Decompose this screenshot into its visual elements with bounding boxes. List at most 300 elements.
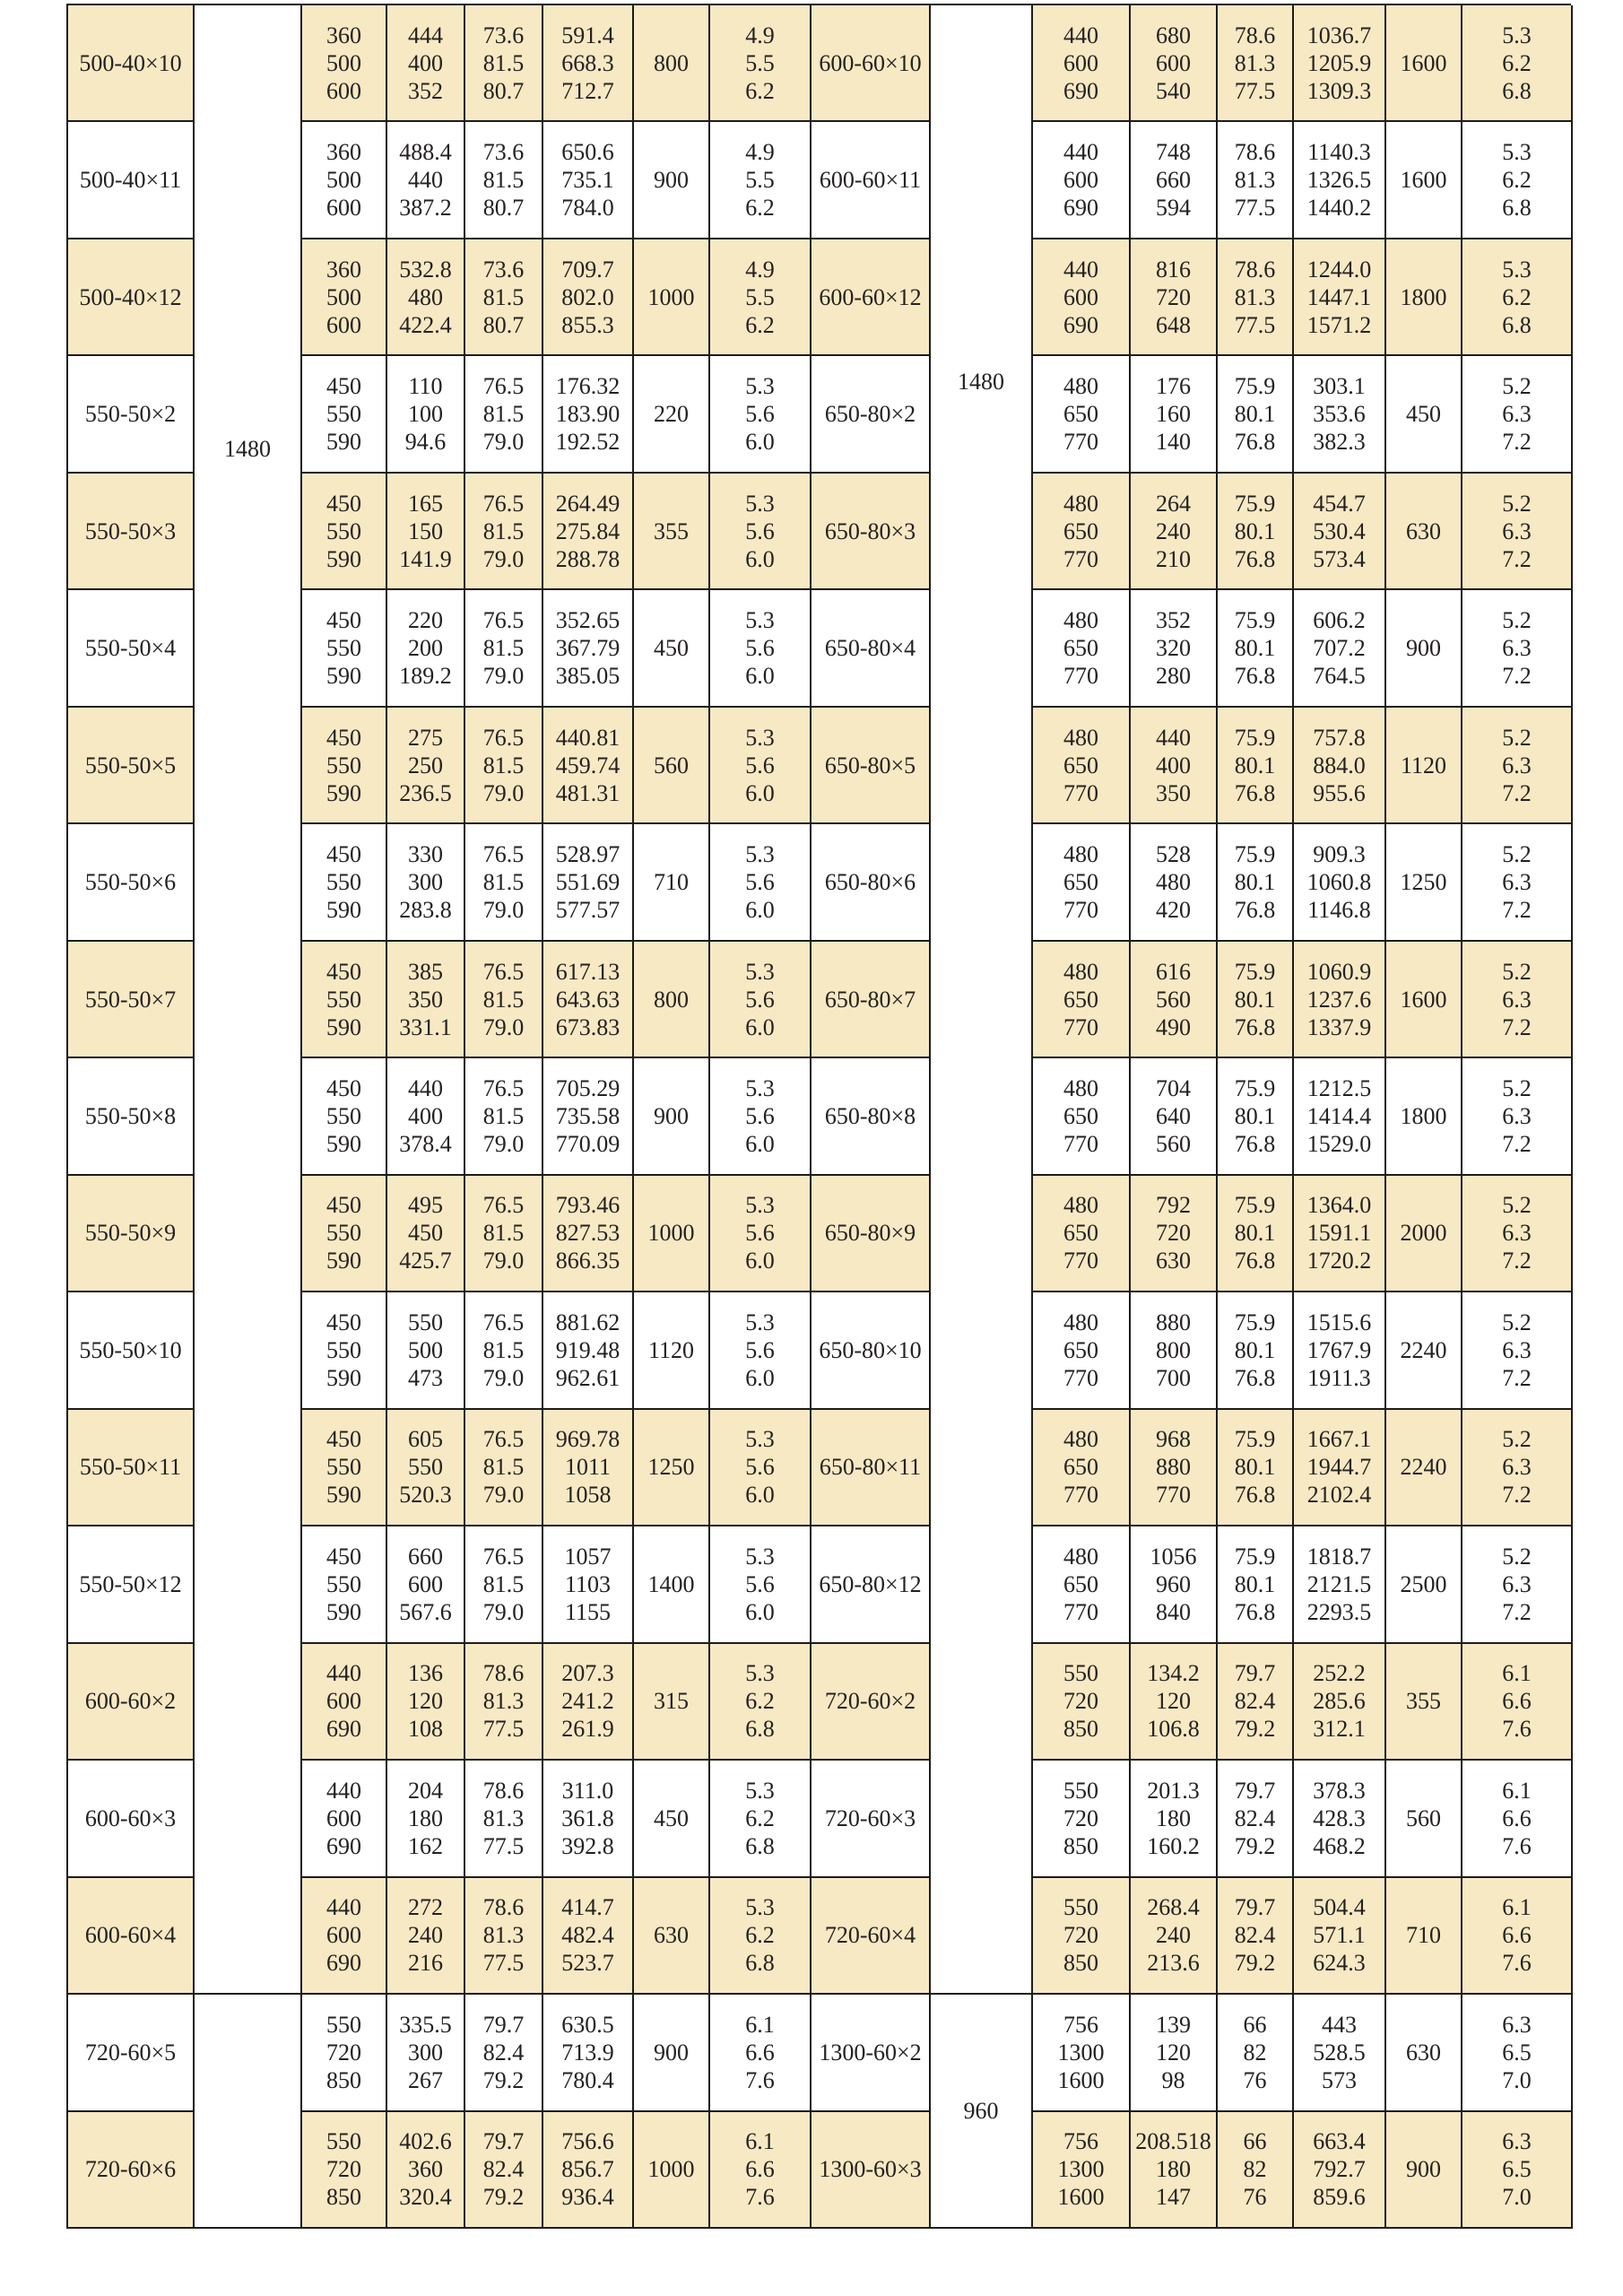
flow-value: 400 — [408, 1102, 443, 1129]
eff-value: 80.1 — [1234, 1336, 1276, 1363]
eff-value: 78.6 — [482, 1660, 525, 1687]
eff-value: 75.9 — [1234, 724, 1276, 751]
motor-power-cell-left — [634, 942, 710, 1058]
npsh-value: 6.0 — [745, 1598, 775, 1625]
power-cell-right — [1294, 1644, 1386, 1761]
npsh-value: 5.6 — [745, 1336, 775, 1363]
power-value: 606.2 — [1313, 607, 1366, 634]
speed-cell-left — [302, 942, 387, 1058]
flow-value: 880 — [1156, 1309, 1191, 1335]
motor-power-cell-left — [634, 824, 710, 941]
power-value: 780.4 — [561, 2066, 614, 2093]
motor-power-cell-left — [634, 474, 710, 590]
eff-value: 76.8 — [1234, 545, 1276, 572]
flow-value: 100 — [408, 401, 443, 428]
speed-merged-cell-right — [931, 5, 1033, 1995]
model-label: 650-80×11 — [819, 1454, 922, 1481]
eff-value: 80.1 — [1234, 752, 1276, 778]
motor-power-cell-left — [634, 239, 710, 356]
flow-value: 600 — [1156, 49, 1191, 76]
eff-value: 80.7 — [482, 195, 525, 222]
power-value: 764.5 — [1313, 663, 1366, 690]
eff-value: 76.5 — [482, 1309, 525, 1335]
npsh-value: 7.2 — [1502, 545, 1532, 572]
flow-value: 816 — [1156, 256, 1191, 283]
npsh-value: 5.6 — [745, 517, 775, 544]
npsh-value: 6.2 — [745, 195, 775, 222]
flow-cell-left — [387, 356, 465, 473]
flow-value: 488.4 — [399, 139, 452, 166]
eff-value: 76.5 — [482, 724, 525, 751]
model-cell-left — [68, 474, 195, 590]
speed-value: 650 — [1063, 986, 1098, 1013]
speed-cell-right — [1033, 5, 1131, 122]
flow-value: 352 — [408, 77, 443, 104]
speed-value: 550 — [326, 1102, 361, 1129]
power-value: 523.7 — [561, 1950, 614, 1977]
npsh-value: 7.2 — [1502, 779, 1532, 806]
power-value: 385.05 — [555, 663, 621, 690]
eff-value: 77.5 — [1234, 311, 1276, 338]
power-value: 1515.6 — [1306, 1309, 1372, 1335]
power-value: 414.7 — [561, 1894, 614, 1921]
speed-value: 360 — [326, 256, 361, 283]
speed-value: 440 — [1063, 139, 1098, 166]
flow-value: 160.2 — [1147, 1832, 1200, 1859]
flow-cell-right — [1131, 5, 1218, 122]
npsh-value: 5.3 — [745, 490, 775, 517]
model-cell-left — [68, 122, 195, 239]
power-value: 1146.8 — [1307, 897, 1371, 924]
model-cell-left — [68, 1058, 195, 1175]
eff-value: 75.9 — [1234, 1192, 1276, 1219]
power-value: 909.3 — [1313, 841, 1366, 868]
flow-value: 180 — [408, 1805, 443, 1831]
npsh-value: 5.3 — [745, 1660, 775, 1687]
speed-cell-right — [1033, 1292, 1131, 1409]
motor-power-value: 1250 — [647, 1454, 695, 1481]
npsh-value: 5.6 — [745, 986, 775, 1013]
flow-value: 840 — [1156, 1598, 1191, 1625]
power-value: 261.9 — [561, 1716, 614, 1743]
power-value: 709.7 — [561, 256, 614, 283]
power-cell-left — [543, 824, 634, 941]
eff-cell-left — [465, 1058, 543, 1175]
npsh-cell-left — [710, 5, 812, 122]
power-value: 624.3 — [1313, 1950, 1366, 1977]
flow-value: 140 — [1156, 429, 1191, 456]
flow-value: 400 — [1156, 752, 1191, 778]
eff-cell-left — [465, 590, 543, 707]
npsh-value: 5.3 — [745, 607, 775, 634]
flow-value: 220 — [408, 607, 443, 634]
power-cell-right — [1294, 1878, 1386, 1995]
speed-value: 850 — [326, 2066, 361, 2093]
eff-value: 76.8 — [1234, 1130, 1276, 1157]
npsh-value: 6.5 — [1502, 2156, 1532, 2183]
flow-value: 648 — [1156, 311, 1191, 338]
power-value: 650.6 — [561, 139, 614, 166]
power-value: 252.2 — [1313, 1660, 1366, 1687]
motor-power-value: 1120 — [1400, 752, 1447, 778]
eff-cell-right — [1218, 590, 1294, 707]
power-value: 1571.2 — [1306, 311, 1372, 338]
flow-value: 700 — [1156, 1364, 1191, 1391]
motor-power-cell-right — [1386, 1176, 1462, 1292]
flow-value: 680 — [1156, 22, 1191, 48]
npsh-value: 6.5 — [1502, 2039, 1532, 2066]
model-cell-right — [812, 122, 931, 239]
motor-power-value: 800 — [654, 49, 689, 76]
flow-cell-left — [387, 122, 465, 239]
flow-value: 350 — [408, 986, 443, 1013]
eff-cell-right — [1218, 5, 1294, 122]
speed-value: 690 — [1063, 77, 1098, 104]
model-label: 550-50×11 — [79, 1454, 182, 1481]
model-label: 500-40×12 — [79, 283, 182, 310]
eff-value: 76.5 — [482, 1426, 525, 1453]
npsh-value: 5.6 — [745, 401, 775, 428]
power-cell-right — [1294, 1761, 1386, 1877]
speed-value: 650 — [1063, 1570, 1098, 1597]
flow-value: 968 — [1156, 1426, 1191, 1453]
power-value: 2121.5 — [1306, 1570, 1372, 1597]
power-value: 176.32 — [555, 373, 621, 400]
npsh-value: 7.2 — [1502, 1013, 1532, 1040]
speed-value: 550 — [326, 869, 361, 896]
speed-cell-right — [1033, 590, 1131, 707]
flow-value: 335.5 — [399, 2011, 452, 2038]
motor-power-value: 315 — [654, 1688, 689, 1715]
model-label: 720-60×3 — [824, 1805, 916, 1831]
model-cell-right — [812, 2112, 931, 2229]
eff-value: 66 — [1243, 2128, 1267, 2155]
power-cell-right — [1294, 824, 1386, 941]
power-value: 1326.5 — [1306, 167, 1372, 194]
flow-value: 616 — [1156, 958, 1191, 985]
power-value: 735.1 — [561, 167, 614, 194]
speed-value: 590 — [326, 545, 361, 572]
flow-value: 204 — [408, 1777, 443, 1804]
speed-value: 600 — [326, 1688, 361, 1715]
power-cell-right — [1294, 590, 1386, 707]
eff-cell-left — [465, 1526, 543, 1643]
power-value: 353.6 — [1313, 401, 1366, 428]
motor-power-value: 2240 — [1400, 1336, 1447, 1363]
flow-cell-right — [1131, 2112, 1218, 2229]
npsh-value: 5.3 — [745, 1074, 775, 1101]
speed-cell-left — [302, 1761, 387, 1877]
npsh-value: 7.6 — [1502, 1716, 1532, 1743]
motor-power-value: 2240 — [1400, 1454, 1447, 1481]
speed-value: 650 — [1063, 752, 1098, 778]
eff-value: 79.0 — [482, 1364, 525, 1391]
speed-cell-left — [302, 708, 387, 824]
speed-cell-right — [1033, 1410, 1131, 1526]
flow-cell-left — [387, 942, 465, 1058]
power-cell-left — [543, 708, 634, 824]
eff-value: 76.8 — [1234, 779, 1276, 806]
eff-value: 76.5 — [482, 490, 525, 517]
power-value: 1667.1 — [1306, 1426, 1372, 1453]
power-value: 207.3 — [561, 1660, 614, 1687]
model-label: 720-60×5 — [84, 2039, 177, 2066]
npsh-value: 4.9 — [745, 22, 775, 48]
flow-value: 420 — [1156, 897, 1191, 924]
flow-value: 560 — [1156, 1130, 1191, 1157]
eff-value: 76.8 — [1234, 429, 1276, 456]
flow-value: 201.3 — [1147, 1777, 1200, 1804]
power-value: 884.0 — [1313, 752, 1366, 778]
motor-power-cell-left — [634, 708, 710, 824]
power-value: 827.53 — [555, 1220, 621, 1247]
speed-value: 550 — [326, 2011, 361, 2038]
flow-cell-right — [1131, 942, 1218, 1058]
npsh-value: 7.2 — [1502, 1364, 1532, 1391]
motor-power-cell-right — [1386, 1526, 1462, 1643]
eff-cell-left — [465, 708, 543, 824]
power-value: 573.4 — [1313, 545, 1366, 572]
power-value: 571.1 — [1313, 1922, 1366, 1949]
speed-value: 440 — [326, 1660, 361, 1687]
motor-power-value: 355 — [1406, 1688, 1441, 1715]
flow-value: 250 — [408, 752, 443, 778]
speed-merged-cell-left-bottom — [195, 1995, 302, 2229]
speed-value: 600 — [326, 1805, 361, 1831]
eff-value: 75.9 — [1234, 841, 1276, 868]
power-value: 285.6 — [1313, 1688, 1366, 1715]
model-label: 650-80×2 — [824, 401, 916, 428]
npsh-value: 4.9 — [745, 139, 775, 166]
flow-value: 550 — [408, 1454, 443, 1481]
speed-value: 1480 — [224, 436, 271, 462]
motor-power-cell-left — [634, 1761, 710, 1877]
power-value: 735.58 — [555, 1102, 621, 1129]
npsh-value: 5.5 — [745, 283, 775, 310]
flow-value: 331.1 — [399, 1013, 452, 1040]
npsh-value: 6.2 — [1502, 167, 1532, 194]
flow-cell-left — [387, 1292, 465, 1409]
model-label: 550-50×2 — [84, 401, 177, 428]
speed-cell-left — [302, 474, 387, 590]
power-value: 705.29 — [555, 1074, 621, 1101]
power-value: 1060.9 — [1306, 958, 1372, 985]
speed-value: 590 — [326, 1364, 361, 1391]
speed-value: 690 — [1063, 195, 1098, 222]
speed-cell-right — [1033, 1878, 1131, 1995]
speed-value: 440 — [1063, 22, 1098, 48]
flow-cell-right — [1131, 1761, 1218, 1877]
eff-value: 79.0 — [482, 1130, 525, 1157]
eff-value: 81.5 — [482, 167, 525, 194]
eff-value: 77.5 — [482, 1950, 525, 1977]
eff-cell-left — [465, 942, 543, 1058]
speed-value: 690 — [326, 1716, 361, 1743]
eff-value: 81.3 — [482, 1805, 525, 1831]
speed-value: 770 — [1063, 1482, 1098, 1509]
eff-value: 79.0 — [482, 1598, 525, 1625]
eff-value: 81.3 — [1234, 283, 1276, 310]
flow-value: 352 — [1156, 607, 1191, 634]
npsh-value: 6.2 — [745, 1805, 775, 1831]
flow-value: 320.4 — [399, 2184, 452, 2211]
motor-power-value: 220 — [654, 401, 689, 428]
power-cell-left — [543, 1292, 634, 1409]
flow-value: 400 — [408, 49, 443, 76]
motor-power-cell-right — [1386, 474, 1462, 590]
power-value: 784.0 — [561, 195, 614, 222]
flow-cell-right — [1131, 1878, 1218, 1995]
power-value: 481.31 — [555, 779, 621, 806]
npsh-value: 5.3 — [745, 1894, 775, 1921]
speed-cell-right — [1033, 942, 1131, 1058]
flow-value: 1056 — [1150, 1543, 1197, 1570]
flow-value: 450 — [408, 1220, 443, 1247]
motor-power-value: 900 — [654, 167, 689, 194]
flow-value: 180 — [1156, 1805, 1191, 1831]
eff-value: 76 — [1243, 2184, 1267, 2211]
flow-value: 473 — [408, 1364, 443, 1391]
power-cell-right — [1294, 1176, 1386, 1292]
eff-value: 79.0 — [482, 663, 525, 690]
flow-cell-right — [1131, 1526, 1218, 1643]
speed-cell-left — [302, 1995, 387, 2111]
power-value: 1212.5 — [1306, 1074, 1372, 1101]
eff-value: 79.7 — [1234, 1777, 1276, 1804]
eff-value: 79.0 — [482, 429, 525, 456]
speed-value: 590 — [326, 1248, 361, 1274]
power-cell-right — [1294, 1410, 1386, 1526]
flow-value: 605 — [408, 1426, 443, 1453]
eff-value: 80.1 — [1234, 869, 1276, 896]
npsh-cell-left — [710, 824, 812, 941]
model-label: 720-60×4 — [824, 1922, 916, 1949]
power-cell-left — [543, 474, 634, 590]
npsh-value: 6.8 — [745, 1716, 775, 1743]
flow-value: 440 — [408, 1074, 443, 1101]
eff-value: 79.7 — [482, 2128, 525, 2155]
model-cell-left — [68, 1526, 195, 1643]
power-value: 1818.7 — [1306, 1543, 1372, 1570]
npsh-value: 6.0 — [745, 1130, 775, 1157]
npsh-cell-left — [710, 708, 812, 824]
npsh-value: 7.2 — [1502, 1248, 1532, 1274]
model-cell-right — [812, 1292, 931, 1409]
power-value: 312.1 — [1313, 1716, 1366, 1743]
power-cell-right — [1294, 239, 1386, 356]
speed-value: 550 — [326, 1454, 361, 1481]
flow-value: 330 — [408, 841, 443, 868]
speed-value: 650 — [1063, 517, 1098, 544]
speed-value: 590 — [326, 1013, 361, 1040]
npsh-cell-left — [710, 1410, 812, 1526]
model-cell-left — [68, 942, 195, 1058]
motor-power-value: 1000 — [647, 2156, 695, 2183]
speed-cell-right — [1033, 1176, 1131, 1292]
speed-value: 770 — [1063, 1364, 1098, 1391]
flow-value: 630 — [1156, 1248, 1191, 1274]
eff-value: 82.4 — [1234, 1688, 1276, 1715]
motor-power-cell-right — [1386, 1878, 1462, 1995]
eff-value: 75.9 — [1234, 373, 1276, 400]
power-value: 1237.6 — [1306, 986, 1372, 1013]
motor-power-cell-right — [1386, 1058, 1462, 1175]
power-value: 1309.3 — [1306, 77, 1372, 104]
eff-value: 81.5 — [482, 283, 525, 310]
flow-cell-right — [1131, 356, 1218, 473]
npsh-value: 6.8 — [745, 1832, 775, 1859]
npsh-value: 6.2 — [1502, 49, 1532, 76]
flow-value: 268.4 — [1147, 1894, 1200, 1921]
eff-value: 80.1 — [1234, 401, 1276, 428]
npsh-cell-right — [1462, 1526, 1573, 1643]
speed-cell-left — [302, 239, 387, 356]
flow-value: 550 — [408, 1309, 443, 1335]
motor-power-value: 1800 — [1400, 1102, 1447, 1129]
flow-value: 480 — [408, 283, 443, 310]
power-value: 1011 — [564, 1454, 612, 1481]
power-value: 630.5 — [561, 2011, 614, 2038]
npsh-value: 6.3 — [1502, 635, 1532, 662]
motor-power-value: 1000 — [647, 283, 695, 310]
pump-performance-table — [66, 4, 1571, 2229]
model-cell-left — [68, 239, 195, 356]
flow-value: 110 — [408, 373, 443, 400]
flow-value: 160 — [1156, 401, 1191, 428]
motor-power-cell-right — [1386, 1761, 1462, 1877]
speed-cell-right — [1033, 474, 1131, 590]
npsh-value: 6.8 — [745, 1950, 775, 1977]
speed-value: 550 — [326, 517, 361, 544]
npsh-value: 6.2 — [745, 311, 775, 338]
eff-value: 66 — [1243, 2011, 1267, 2038]
speed-value: 690 — [326, 1832, 361, 1859]
eff-value: 76.8 — [1234, 1364, 1276, 1391]
speed-cell-left — [302, 1526, 387, 1643]
speed-value: 450 — [326, 1426, 361, 1453]
power-value: 1944.7 — [1306, 1454, 1372, 1481]
power-value: 1060.8 — [1306, 869, 1372, 896]
npsh-value: 6.3 — [1502, 517, 1532, 544]
npsh-cell-left — [710, 1878, 812, 1995]
speed-value: 650 — [1063, 869, 1098, 896]
npsh-cell-right — [1462, 1878, 1573, 1995]
npsh-cell-right — [1462, 2112, 1573, 2229]
eff-value: 82.4 — [1234, 1922, 1276, 1949]
model-cell-right — [812, 1878, 931, 1995]
eff-value: 75.9 — [1234, 1309, 1276, 1335]
flow-value: 440 — [1156, 724, 1191, 751]
power-value: 881.62 — [555, 1309, 621, 1335]
flow-value: 520.3 — [399, 1482, 452, 1509]
speed-value: 480 — [1063, 958, 1098, 985]
speed-cell-right — [1033, 1644, 1131, 1761]
model-cell-right — [812, 5, 931, 122]
eff-value: 81.3 — [1234, 167, 1276, 194]
motor-power-value: 1000 — [647, 1220, 695, 1247]
motor-power-cell-left — [634, 122, 710, 239]
speed-value: 590 — [326, 1482, 361, 1509]
power-cell-right — [1294, 1526, 1386, 1643]
power-cell-left — [543, 122, 634, 239]
model-cell-right — [812, 1058, 931, 1175]
eff-value: 73.6 — [482, 139, 525, 166]
flow-value: 387.2 — [399, 195, 452, 222]
speed-value: 1300 — [1057, 2156, 1105, 2183]
npsh-value: 6.3 — [1502, 986, 1532, 1013]
npsh-value: 6.6 — [1502, 1805, 1532, 1831]
flow-value: 136 — [408, 1660, 443, 1687]
